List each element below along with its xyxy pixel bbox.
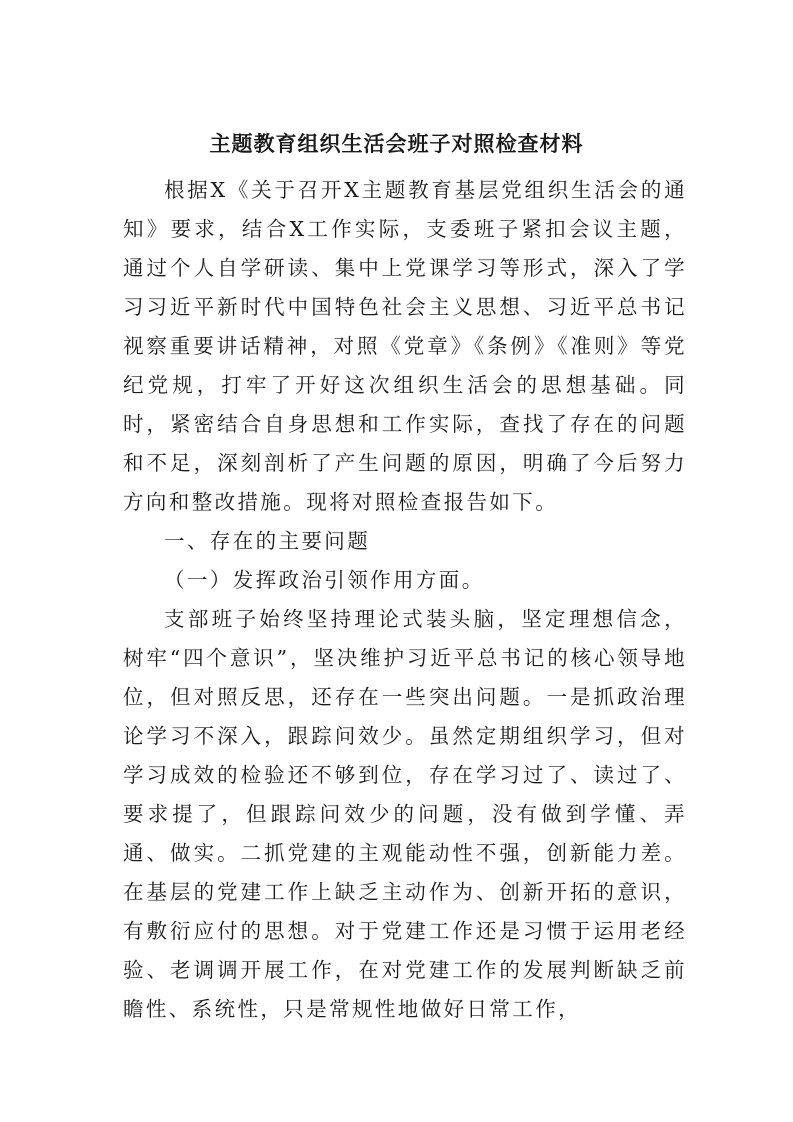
document-body [123,171,687,1029]
document-title: 主题教育组织生活会班子对照检查材料 [209,132,584,156]
intro-paragraph: 根据X《关于召开X主题教育基层党组织生活会的通知》要求，结合X工作实际，支委班子紧扣会议主题，通过个人自学研读、集中上党课学习等形式，深入了学习习近平新时代中国特色社会主义思想、习近平总书记视察重要讲话精神，对照《党章》《条例》《准则》等党纪党规，打牢了开好这次组织生活会的思想基础。同时，紧密结合自身思想和工作实际，查找了存在的问题和不足，深刻剖析了产生问题的原因，明确了今后努力方向和整改措施。现将对照检查报告如下。 [123,178,687,514]
body-paragraph: 支部班子始终坚持理论式装头脑，坚定理想信念，树牢“四个意识”，坚决维护习近平总书记的核心领导地位，但对照反思，还存在一些突出问题。一是抓政治理论学习不深入，跟踪问效少。虽然定期组织学习，但对学习成效的检验还不够到位，存在学习过了、读过了、要求提了，但跟踪问效少的问题，没有做到学懂、弄通、做实。二抓党建的主观能动性不强，创新能力差。在基层的党建工作上缺乏主动作为、创新开拓的意识，有敷衍应付的思想。对于党建工作还是习惯于运用老经验、老调调开展工作，在对党建工作的发展判断缺乏前瞻性、系统性，只是常规性地做好日常工作， [123,607,687,1021]
subsection-heading: （一）发挥政治引领作用方面。 [164,568,485,592]
section-heading: 一、存在的主要问题 [164,529,371,553]
